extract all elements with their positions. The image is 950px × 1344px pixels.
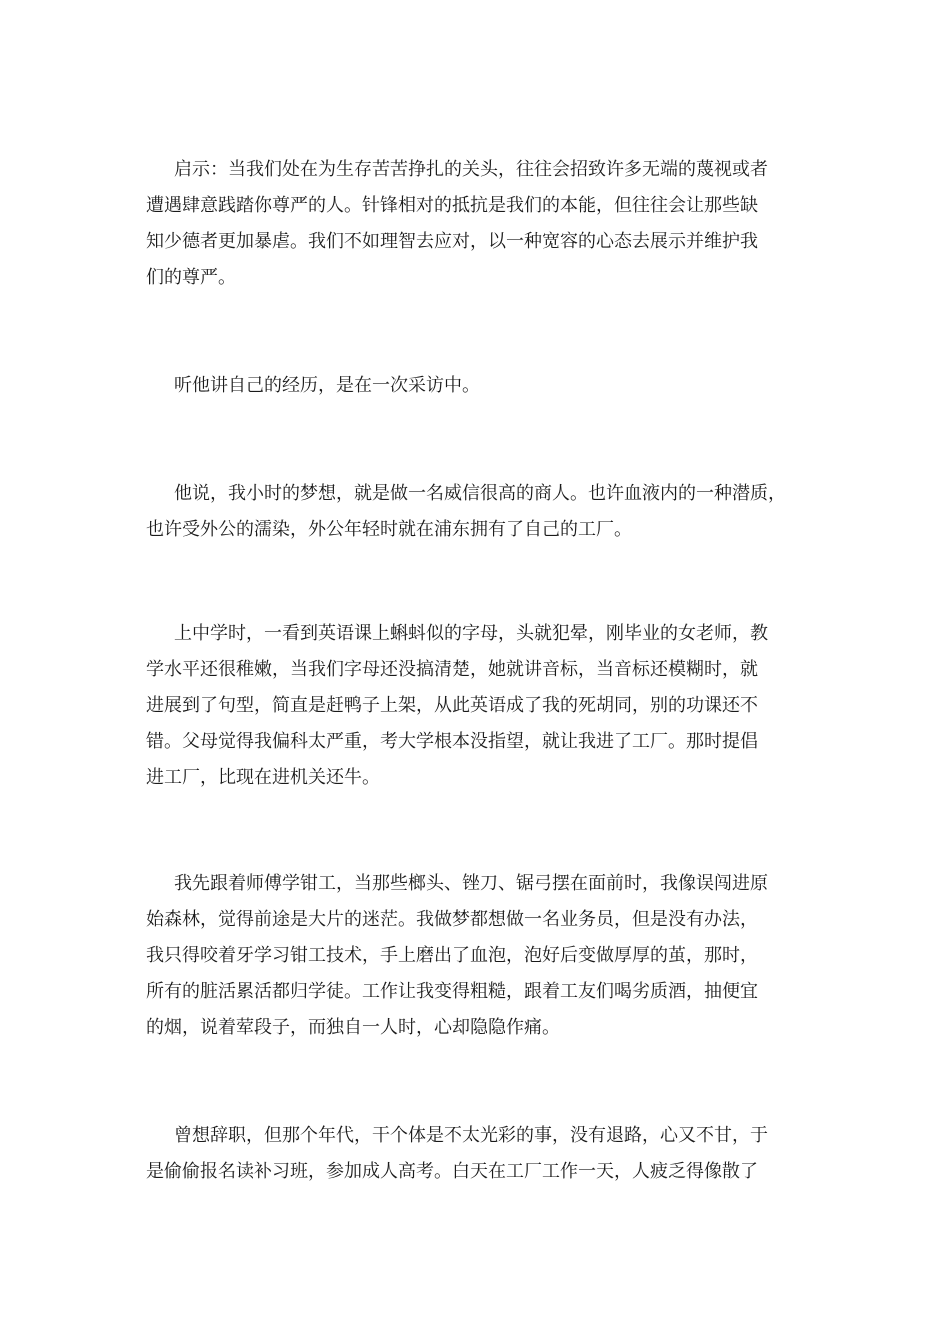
text-line: 们的尊严。 [146,267,236,288]
text-line: 是偷偷报名读补习班，参加成人高考。白天在工厂工作一天，人疲乏得像散了 [146,1161,758,1182]
text-line: 我只得咬着牙学习钳工技术，手上磨出了血泡，泡好后变做厚厚的茧，那时， [146,945,758,966]
paragraph-apprentice [146,866,814,1046]
text-line: 听他讲自己的经历，是在一次采访中。 [174,375,480,396]
paragraph-middle-school [146,616,814,796]
paragraph-interview [146,368,814,404]
text-line: 进工厂，比现在进机关还牛。 [146,767,380,788]
paragraph-inspiration [146,152,814,296]
text-line: 上中学时，一看到英语课上蝌蚪似的字母，头就犯晕，刚毕业的女老师，教 [174,623,768,644]
text-line: 启示：当我们处在为生存苦苦挣扎的关头，往往会招致许多无端的蔑视或者 [174,159,768,180]
text-line: 所有的脏活累活都归学徒。工作让我变得粗糙，跟着工友们喝劣质酒，抽便宜 [146,981,758,1002]
paragraph-resign [146,1118,814,1190]
text-line: 学水平还很稚嫩，当我们字母还没搞清楚，她就讲音标，当音标还模糊时，就 [146,659,758,680]
text-line: 的烟，说着荤段子，而独自一人时，心却隐隐作痛。 [146,1017,560,1038]
text-line: 遭遇肆意践踏你尊严的人。针锋相对的抵抗是我们的本能，但往往会让那些缺 [146,195,758,216]
text-line: 他说，我小时的梦想，就是做一名威信很高的商人。也许血液内的一种潜质， [174,483,786,504]
text-line: 我先跟着师傅学钳工，当那些榔头、锉刀、锯弓摆在面前时，我像误闯进原 [174,873,768,894]
paragraph-dream [146,476,814,548]
text-line: 错。父母觉得我偏科太严重，考大学根本没指望，就让我进了工厂。那时提倡 [146,731,758,752]
text-line: 进展到了句型，简直是赶鸭子上架，从此英语成了我的死胡同，别的功课还不 [146,695,758,716]
text-line: 曾想辞职，但那个年代，干个体是不太光彩的事，没有退路，心又不甘，于 [174,1125,768,1146]
text-line: 始森林，觉得前途是大片的迷茫。我做梦都想做一名业务员，但是没有办法， [146,909,758,930]
text-line: 知少德者更加暴虐。我们不如理智去应对，以一种宽容的心态去展示并维护我 [146,231,758,252]
text-line: 也许受外公的濡染，外公年轻时就在浦东拥有了自己的工厂。 [146,519,632,540]
